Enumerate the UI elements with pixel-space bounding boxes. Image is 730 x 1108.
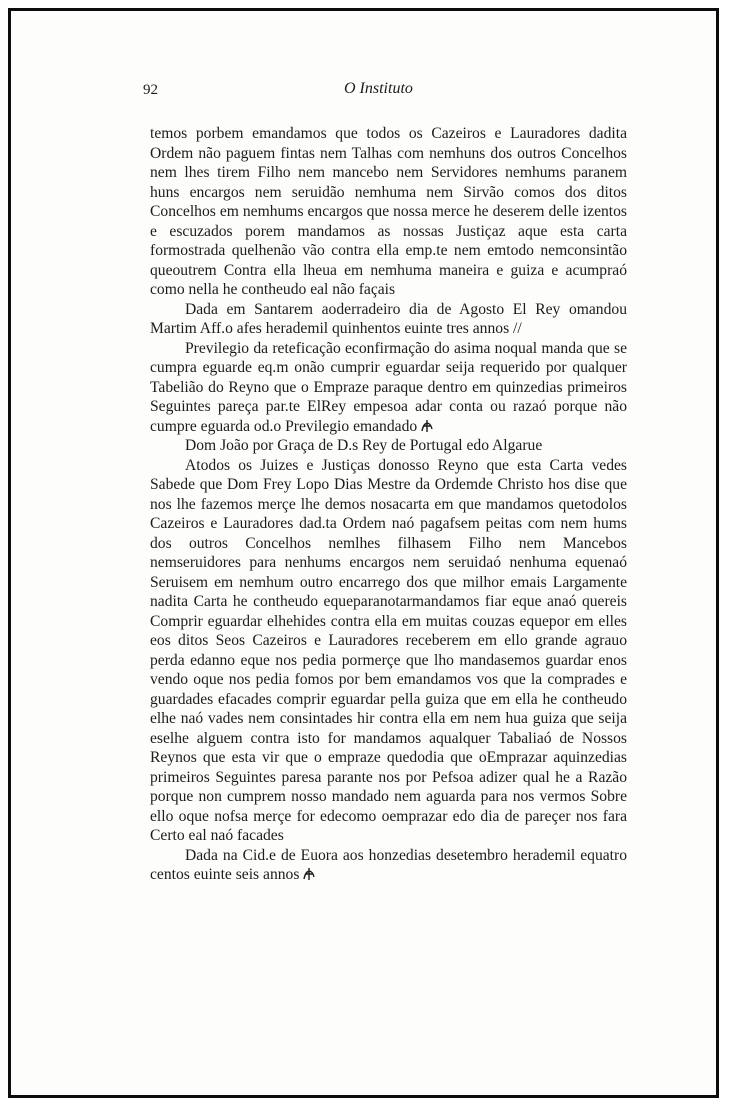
signature-flourish-icon [302,867,316,881]
paragraph-3-text: Previlegio da reteficação econfirmação do asima noqual manda que se cumpra eguarde eq.m onão cumprir eguardar seija requerido por qualquer Tabelião do Reyno que o Empraze paraque dentro em quinzedias primeiros Seguintes pareça par.te ElRey empesoa adar conta ou razaó porque não cumpre eguarda od.o Previlegio emandado [150,339,627,435]
paragraph-3 [150,339,627,437]
paragraph-1-text: temos porbem emandamos que todos os Cazeiros e Lauradores dadita Ordem não paguem fintas nem Talhas com nemhuns dos outros Concelhos nem lhes tirem Filho nem mancebo nem Servidores nemhums paranem huns encargos nem seruidão nemhuma nem Sirvão comos dos ditos Concelhos em nemhums encargos que nossa merce he deserem delle izentos e escuzados porem mandamos as nossas Justiçaz aque esta carta formostrada quelhenão vão contra ella emp.te nem emtodo nemconsintão queoutrem Contra ella lheua em nemhuma maneira e guiza e acumpraó como nella he contheudo eal não façais [150,125,627,298]
paragraph-6-text: Dada na Cid.e de Euora aos honzedias desetembro herademil equatro centos euinte seis annos [150,846,627,883]
paragraph-2 [150,300,627,339]
paragraph-4 [150,436,627,456]
paragraph-1 [150,124,627,300]
page-number: 92 [143,82,158,98]
paragraph-4-text: Dom João por Graça de D.s Rey de Portugal edo Algarue [185,437,543,454]
running-title: O Instituto [344,80,413,97]
paragraph-6 [150,846,627,885]
paragraph-5-text: Atodos os Juizes e Justiças donosso Reyno que esta Carta vedes Sabede que Dom Frey Lopo Dias Mestre da Ordemde Christo hos dise que nos lhe fazemos merçe lhe demos nosacarta em que mandamos quetodolos Cazeiros e Lauradores dad.ta Ordem naó pagafsem peitas com nem hums dos outros Concelhos nemlhes filhasem Filho nem Mancebos nemseruidores para nenhums encargos nem seruidaó nenhuma equenaó Seruisem em nemhum outro encarrego dos que milhor emais Largamente nadita Carta he contheudo equeparanotarmandamos fiar eque anaó quereis Comprir eguardar elhehides contra ella em muitas couzas equepor em elles eos ditos Seos Cazeiros e Lauradores receberem em ello grande agrauo perda edanno eque nos pedia pormerçe que lho mandasemos guardar enos vendo oque nos pedia fomos por bem emandamos vos que la comprades e guardades efacades comprir eguardar pella guiza que em ella he contheudo elhe naó vades nem consintades hir contra ella em nem hua guiza que seija eselhe alguem contra isto for mandamos aqualquer Tabaliaó de Nossos Reynos que esta vir que o empraze quedodia que oEmprazar aquinzedias primeiros Seguintes paresa parante nos por Pefsoa adizer qual he a Razão porque non cumprem nosso mandado nem aguarda para nos vermos Sobre ello oque nofsa merçe for edecomo oemprazar edo dia de pareçer nos fara Certo eal naó facades [150,456,627,844]
paragraph-5 [150,456,627,846]
paragraph-2-text: Dada em Santarem aoderradeiro dia de Agosto El Rey omandou Martim Aff.o afes herademil quinhentos euinte tres annos // [150,300,627,337]
signature-flourish-icon [420,419,434,433]
document-body [150,124,627,885]
